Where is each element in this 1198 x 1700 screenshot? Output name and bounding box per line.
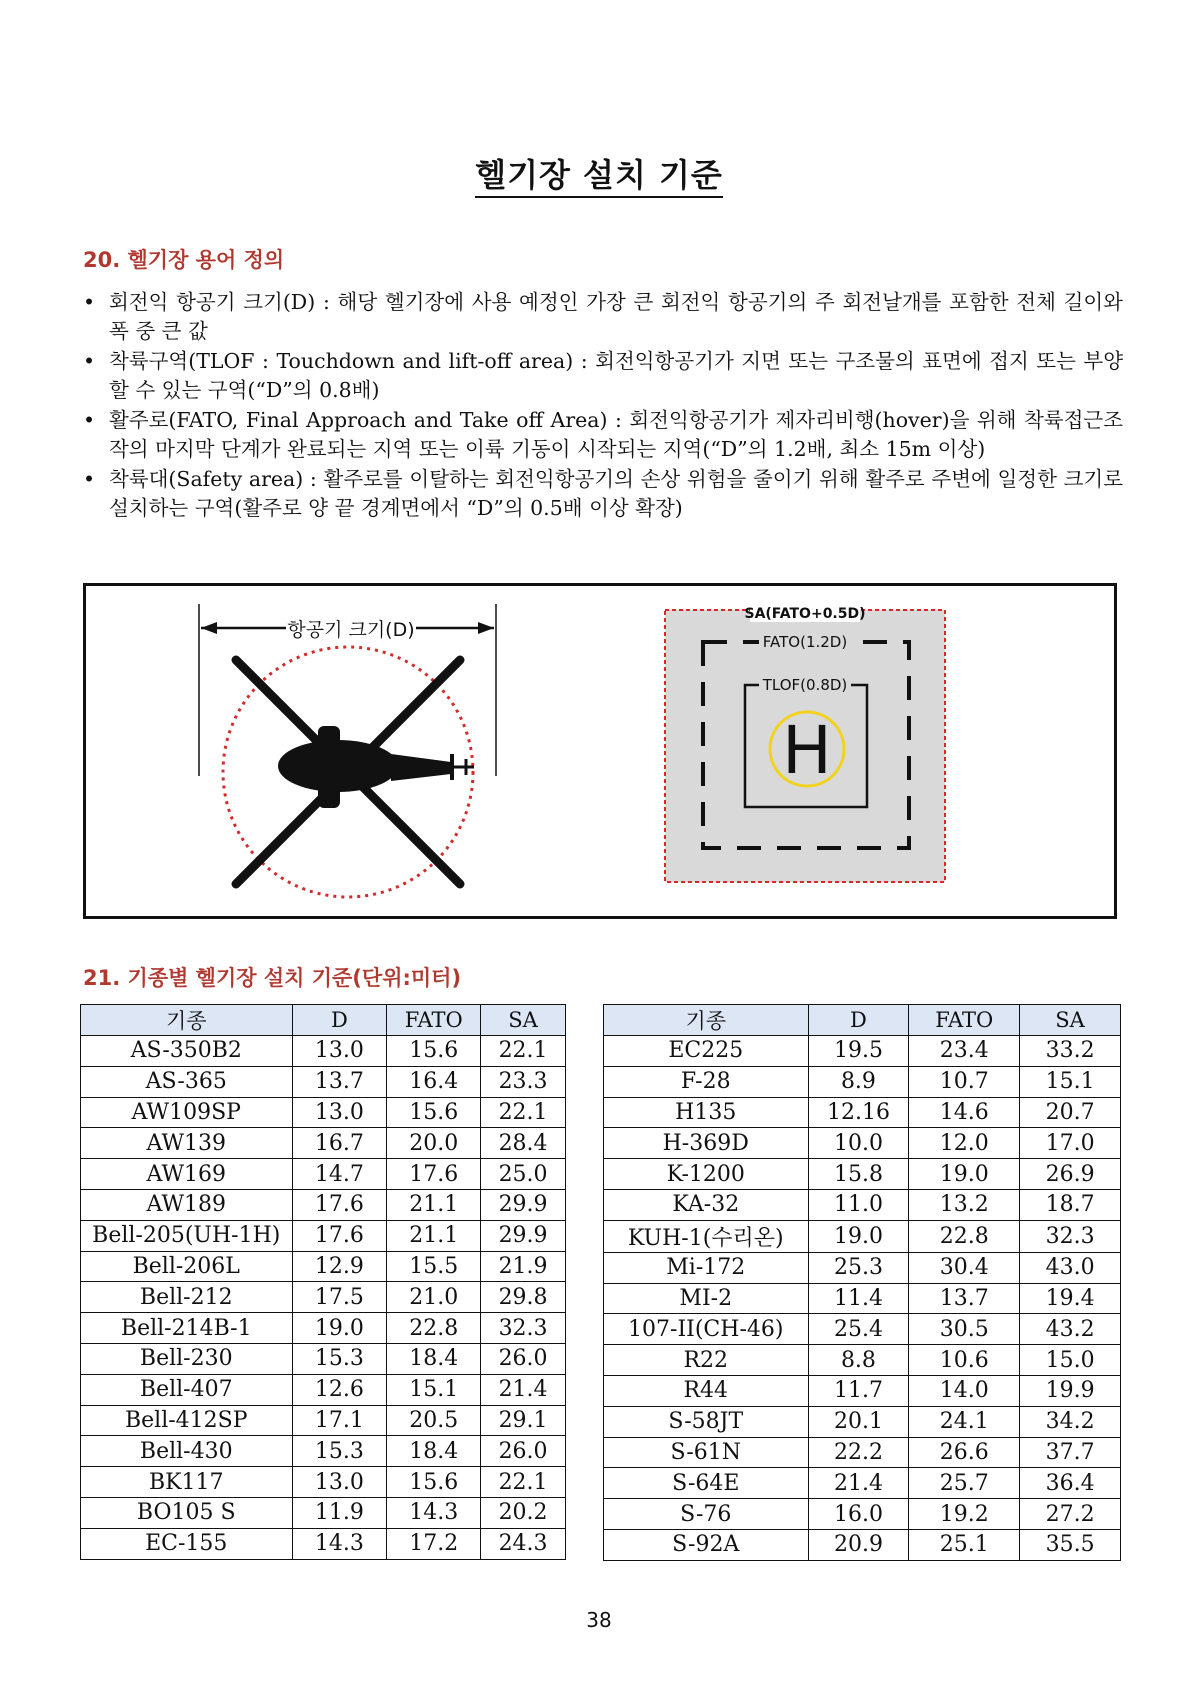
cell-sa: 43.2 [1020,1314,1121,1345]
cell-d: 17.1 [292,1405,387,1436]
table-row [604,1097,1121,1128]
aircraft-size-label: 항공기 크기(D) [287,619,415,641]
cell-fato: 17.2 [387,1528,481,1559]
cell-sa: 23.3 [481,1066,566,1097]
cell-fato: 22.8 [909,1220,1020,1252]
cell-model: S-61N [604,1437,809,1468]
cell-sa: 43.0 [1020,1252,1121,1283]
cell-sa: 29.9 [481,1189,566,1220]
header-sa: SA [1020,1005,1121,1036]
cell-fato: 12.0 [909,1128,1020,1159]
cell-fato: 21.1 [387,1220,481,1251]
table-row [81,1189,566,1220]
table-row [604,1529,1121,1560]
cell-sa: 29.1 [481,1405,566,1436]
cell-sa: 21.9 [481,1251,566,1282]
cell-fato: 19.0 [909,1159,1020,1190]
table-row [81,1251,566,1282]
cell-fato: 14.0 [909,1375,1020,1406]
table-row [81,1436,566,1467]
cell-model: R44 [604,1375,809,1406]
tlof-label: TLOF(0.8D) [762,676,848,694]
cell-sa: 28.4 [481,1128,566,1159]
page-title: 헬기장 설치 기준 [0,150,1198,196]
helipad-diagram [83,583,1117,919]
spec-table-left [80,1004,566,1560]
cell-d: 19.0 [808,1220,909,1252]
page-number: 38 [586,1608,612,1632]
sa-label: SA(FATO+0.5D) [744,606,866,622]
cell-d: 12.16 [808,1097,909,1128]
cell-d: 11.4 [808,1283,909,1314]
size-arrow-right-head [478,622,494,634]
cell-d: 13.0 [292,1036,387,1067]
table-row [81,1497,566,1528]
cell-model: Bell-412SP [81,1405,293,1436]
cell-d: 25.3 [808,1252,909,1283]
cell-fato: 14.6 [909,1097,1020,1128]
header-d: D [808,1005,909,1036]
cell-fato: 20.5 [387,1405,481,1436]
aircraft-size-diagram [199,604,496,897]
cell-fato: 25.7 [909,1468,1020,1499]
cell-d: 15.3 [292,1436,387,1467]
table-row [81,1066,566,1097]
cell-sa: 20.7 [1020,1097,1121,1128]
table-row [81,1343,566,1374]
cell-d: 12.6 [292,1374,387,1405]
cell-sa: 17.0 [1020,1128,1121,1159]
cell-model: AW109SP [81,1097,293,1128]
cell-d: 10.0 [808,1128,909,1159]
cell-sa: 29.8 [481,1282,566,1313]
cell-sa: 33.2 [1020,1036,1121,1067]
cell-model: MI-2 [604,1283,809,1314]
cell-fato: 30.5 [909,1314,1020,1345]
cell-d: 8.8 [808,1345,909,1376]
cell-fato: 30.4 [909,1252,1020,1283]
cell-d: 12.9 [292,1251,387,1282]
cell-sa: 22.1 [481,1036,566,1067]
cell-model: AW189 [81,1189,293,1220]
cell-sa: 29.9 [481,1220,566,1251]
spec-table-right [603,1004,1121,1561]
cell-d: 15.3 [292,1343,387,1374]
table-row [81,1528,566,1559]
cell-fato: 25.1 [909,1529,1020,1560]
cell-fato: 13.2 [909,1189,1020,1220]
cell-sa: 32.3 [481,1313,566,1344]
cell-model: S-76 [604,1499,809,1530]
cell-d: 19.0 [292,1313,387,1344]
cell-sa: 34.2 [1020,1406,1121,1437]
cell-d: 17.5 [292,1282,387,1313]
cell-d: 19.5 [808,1036,909,1067]
cell-d: 21.4 [808,1468,909,1499]
cell-model: 107-II(CH-46) [604,1314,809,1345]
cell-model: K-1200 [604,1159,809,1190]
cell-sa: 35.5 [1020,1529,1121,1560]
cell-fato: 10.6 [909,1345,1020,1376]
header-model: 기종 [604,1005,809,1036]
cell-model: EC225 [604,1036,809,1067]
cell-model: AS-365 [81,1066,293,1097]
cell-sa: 24.3 [481,1528,566,1559]
cell-sa: 37.7 [1020,1437,1121,1468]
helipad-layout [665,602,945,882]
cell-sa: 15.0 [1020,1345,1121,1376]
cell-model: Bell-205(UH-1H) [81,1220,293,1251]
cell-sa: 22.1 [481,1097,566,1128]
cell-fato: 18.4 [387,1436,481,1467]
cell-d: 11.7 [808,1375,909,1406]
cell-fato: 20.0 [387,1128,481,1159]
table-row [604,1036,1121,1067]
table-row [81,1220,566,1251]
cell-model: F-28 [604,1066,809,1097]
cell-model: H135 [604,1097,809,1128]
cell-model: Bell-206L [81,1251,293,1282]
definition-item-fato: • 활주로(FATO, Final Approach and Take off Area) : 회전익항공기가 제자리비행(hover)을 위해 착륙접근조작의 마지막 단계가 완료되는 지역 또는 이륙 기동이 시작되는 지역(“D”의 1.2배, 최소 15m 이상) [83,406,1123,464]
cell-fato: 22.8 [387,1313,481,1344]
cell-model: KA-32 [604,1189,809,1220]
table-header-row [604,1005,1121,1036]
cell-sa: 26.9 [1020,1159,1121,1190]
table-row [604,1468,1121,1499]
definition-list [83,288,1123,524]
table-row [604,1499,1121,1530]
definition-item-tlof: • 착륙구역(TLOF : Touchdown and lift-off area) : 회전익항공기가 지면 또는 구조물의 표면에 접지 또는 부양할 수 있는 구역(“D”의 0.8배) [83,347,1123,405]
h-mark: H [782,712,832,789]
cell-d: 20.1 [808,1406,909,1437]
cell-fato: 14.3 [387,1497,481,1528]
cell-sa: 22.1 [481,1467,566,1498]
cell-sa: 19.9 [1020,1375,1121,1406]
table-row [81,1467,566,1498]
table-row [604,1283,1121,1314]
cell-fato: 24.1 [909,1406,1020,1437]
definition-item-d: • 회전익 항공기 크기(D) : 해당 헬기장에 사용 예정인 가장 큰 회전익 항공기의 주 회전날개를 포함한 전체 길이와 폭 중 큰 값 [83,288,1123,346]
table-row [604,1314,1121,1345]
cell-sa: 25.0 [481,1159,566,1190]
cell-d: 11.0 [808,1189,909,1220]
cell-model: AS-350B2 [81,1036,293,1067]
cell-model: Bell-407 [81,1374,293,1405]
table-row [81,1097,566,1128]
cell-model: H-369D [604,1128,809,1159]
size-arrow-left-head [201,622,217,634]
cell-d: 16.0 [808,1499,909,1530]
table-header-row [81,1005,566,1036]
cell-d: 17.6 [292,1220,387,1251]
cell-fato: 21.0 [387,1282,481,1313]
header-fato: FATO [387,1005,481,1036]
cell-d: 13.0 [292,1467,387,1498]
header-model: 기종 [81,1005,293,1036]
cell-fato: 15.1 [387,1374,481,1405]
header-fato: FATO [909,1005,1020,1036]
table-row [604,1437,1121,1468]
cell-model: Bell-214B-1 [81,1313,293,1344]
cell-fato: 15.6 [387,1097,481,1128]
table-row [81,1405,566,1436]
cell-sa: 27.2 [1020,1499,1121,1530]
cell-fato: 21.1 [387,1189,481,1220]
cell-fato: 23.4 [909,1036,1020,1067]
helipad-diagram-svg [86,586,1114,916]
cell-model: EC-155 [81,1528,293,1559]
cell-model: BK117 [81,1467,293,1498]
cell-model: S-92A [604,1529,809,1560]
cell-d: 8.9 [808,1066,909,1097]
cell-fato: 10.7 [909,1066,1020,1097]
cell-fato: 19.2 [909,1499,1020,1530]
cell-sa: 15.1 [1020,1066,1121,1097]
cell-fato: 15.6 [387,1036,481,1067]
cell-model: Mi-172 [604,1252,809,1283]
definition-item-safety-area: • 착륙대(Safety area) : 활주로를 이탈하는 회전익항공기의 손상 위험을 줄이기 위해 활주로 주변에 일정한 크기로 설치하는 구역(활주로 양 끝 경계면에서 “D”의 0.5배 이상 확장) [83,465,1123,523]
cell-sa: 20.2 [481,1497,566,1528]
cell-fato: 18.4 [387,1343,481,1374]
cell-model: S-64E [604,1468,809,1499]
cell-fato: 16.4 [387,1066,481,1097]
table-row [81,1128,566,1159]
table-row [604,1189,1121,1220]
cell-model: AW139 [81,1128,293,1159]
cell-fato: 17.6 [387,1159,481,1190]
cell-sa: 26.0 [481,1343,566,1374]
cell-model: Bell-230 [81,1343,293,1374]
cell-sa: 26.0 [481,1436,566,1467]
helicopter-icon [236,660,474,884]
cell-d: 14.7 [292,1159,387,1190]
cell-sa: 36.4 [1020,1468,1121,1499]
cell-d: 15.8 [808,1159,909,1190]
cell-fato: 15.6 [387,1467,481,1498]
table-row [604,1406,1121,1437]
cell-model: KUH-1(수리온) [604,1220,809,1252]
table-row [604,1345,1121,1376]
section-21-heading: 21. 기종별 헬기장 설치 기준(단위:미터) [83,966,462,990]
cell-sa: 18.7 [1020,1189,1121,1220]
cell-model: S-58JT [604,1406,809,1437]
header-sa: SA [481,1005,566,1036]
table-row [604,1375,1121,1406]
table-row [81,1374,566,1405]
cell-d: 16.7 [292,1128,387,1159]
cell-model: AW169 [81,1159,293,1190]
cell-fato: 15.5 [387,1251,481,1282]
cell-model: BO105 S [81,1497,293,1528]
table-row [604,1252,1121,1283]
cell-d: 22.2 [808,1437,909,1468]
cell-d: 11.9 [292,1497,387,1528]
cell-d: 13.0 [292,1097,387,1128]
cell-sa: 21.4 [481,1374,566,1405]
section-20-heading: 20. 헬기장 용어 정의 [83,248,285,272]
cell-d: 13.7 [292,1066,387,1097]
cell-fato: 26.6 [909,1437,1020,1468]
table-row [604,1066,1121,1097]
cell-model: Bell-212 [81,1282,293,1313]
cell-d: 25.4 [808,1314,909,1345]
table-row [81,1313,566,1344]
table-row [81,1159,566,1190]
table-row [81,1036,566,1067]
cell-d: 17.6 [292,1189,387,1220]
header-d: D [292,1005,387,1036]
cell-d: 14.3 [292,1528,387,1559]
cell-fato: 13.7 [909,1283,1020,1314]
table-row [604,1128,1121,1159]
table-row [604,1159,1121,1190]
cell-sa: 19.4 [1020,1283,1121,1314]
cell-model: R22 [604,1345,809,1376]
cell-sa: 32.3 [1020,1220,1121,1252]
cell-d: 20.9 [808,1529,909,1560]
cell-model: Bell-430 [81,1436,293,1467]
table-row [81,1282,566,1313]
fato-label: FATO(1.2D) [762,633,848,651]
table-row [604,1220,1121,1252]
